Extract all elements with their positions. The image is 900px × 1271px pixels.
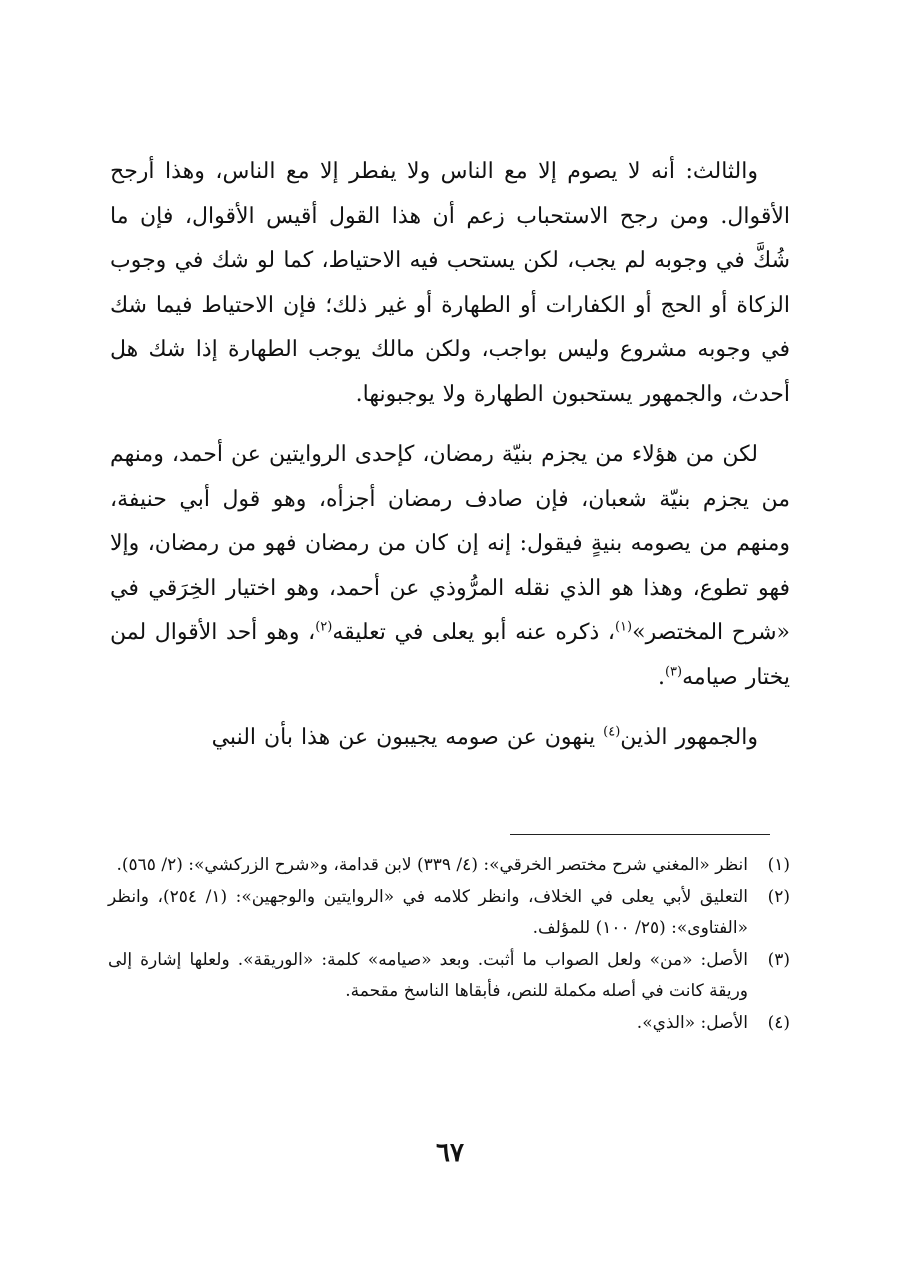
footnote-2 — [108, 882, 790, 944]
footnotes — [108, 850, 790, 1040]
footnote-text: الأصل: «من» ولعل الصواب ما أثبت. وبعد «صيامه» كلمة: «الوريقة». ولعلها إشارة إلى وريقة كانت في أصله مكملة للنص، فأبقاها الناسخ مقحمة. — [108, 950, 748, 1001]
paragraph-3 — [110, 716, 790, 761]
paragraph-text: لكن من هؤلاء من يجزم بنيّة رمضان، كإحدى الروايتين عن أحمد، ومنهم من يجزم بنيّة شعبان، فإن صادف رمضان أجزأه، وهو قول أبي حنيفة، ومنهم من يصومه بنيةٍ فيقول: إنه إن كان من رمضان فهو من رمضان، وإلا فهو تطوع، وهذا هو الذي نقله المرُّوذي عن أحمد، وهو اختيار الخِرَقي في «شرح المختصر» — [110, 442, 791, 645]
footnote-number: (٣) — [767, 950, 790, 970]
footnote-text: التعليق لأبي يعلى في الخلاف، وانظر كلامه في «الروايتين والوجهين»: (١/ ٢٥٤)، وانظر «الفتاوى»: (٢٥/ ١٠٠) للمؤلف. — [108, 887, 748, 938]
main-text — [110, 150, 790, 761]
footnote-1 — [108, 850, 790, 881]
footnote-number: (٢) — [767, 887, 790, 907]
footnote-ref-1[interactable]: (١) — [614, 619, 633, 635]
page-number: ٦٧ — [436, 1138, 464, 1168]
footnote-number: (١) — [767, 855, 790, 875]
footnote-text: الأصل: «الذي». — [636, 1013, 748, 1033]
footnote-ref-3[interactable]: (٣) — [664, 664, 683, 680]
paragraph-text: ، وهو أحد الأقوال لمن يختار صيامه — [110, 620, 790, 690]
paragraph-2 — [110, 433, 790, 700]
paragraph-text: والثالث: أنه لا يصوم إلا مع الناس ولا يفطر إلا مع الناس، وهذا أرجح الأقوال. ومن رجح الاستحباب زعم أن هذا القول أقيس الأقوال، فإن ما شُكَّ في وجوبه لم يجب، لكن يستحب فيه الاحتياط، كما لو شك في وجوب الزكاة أو الحج أو الكفارات أو الطهارة أو غير ذلك؛ فإن الاحتياط فيما شك في وجوبه مشروع وليس بواجب، ولكن مالك يوجب الطهارة إذا شك هل أحدث، والجمهور يستحبون الطهارة ولا يوجبونها. — [110, 159, 790, 407]
footnote-text: انظر «المغني شرح مختصر الخرقي»: (٤/ ٣٣٩) لابن قدامة، و«شرح الزركشي»: (٢/ ٥٦٥). — [116, 855, 748, 875]
paragraph-text: ، ذكره عنه أبو يعلى في تعليقه — [332, 620, 615, 645]
footnote-3 — [108, 945, 790, 1007]
footnote-separator — [510, 834, 770, 835]
footnote-ref-4[interactable]: (٤) — [603, 724, 621, 740]
paragraph-text: ينهون عن صومه يجيبون عن هذا بأن النبي — [211, 725, 604, 750]
paragraph-1 — [110, 150, 790, 417]
footnote-ref-2[interactable]: (٢) — [315, 619, 333, 635]
paragraph-text: والجمهور الذين — [620, 725, 758, 750]
footnote-4 — [108, 1008, 790, 1039]
paragraph-text: . — [657, 664, 665, 690]
footnote-number: (٤) — [767, 1013, 790, 1033]
